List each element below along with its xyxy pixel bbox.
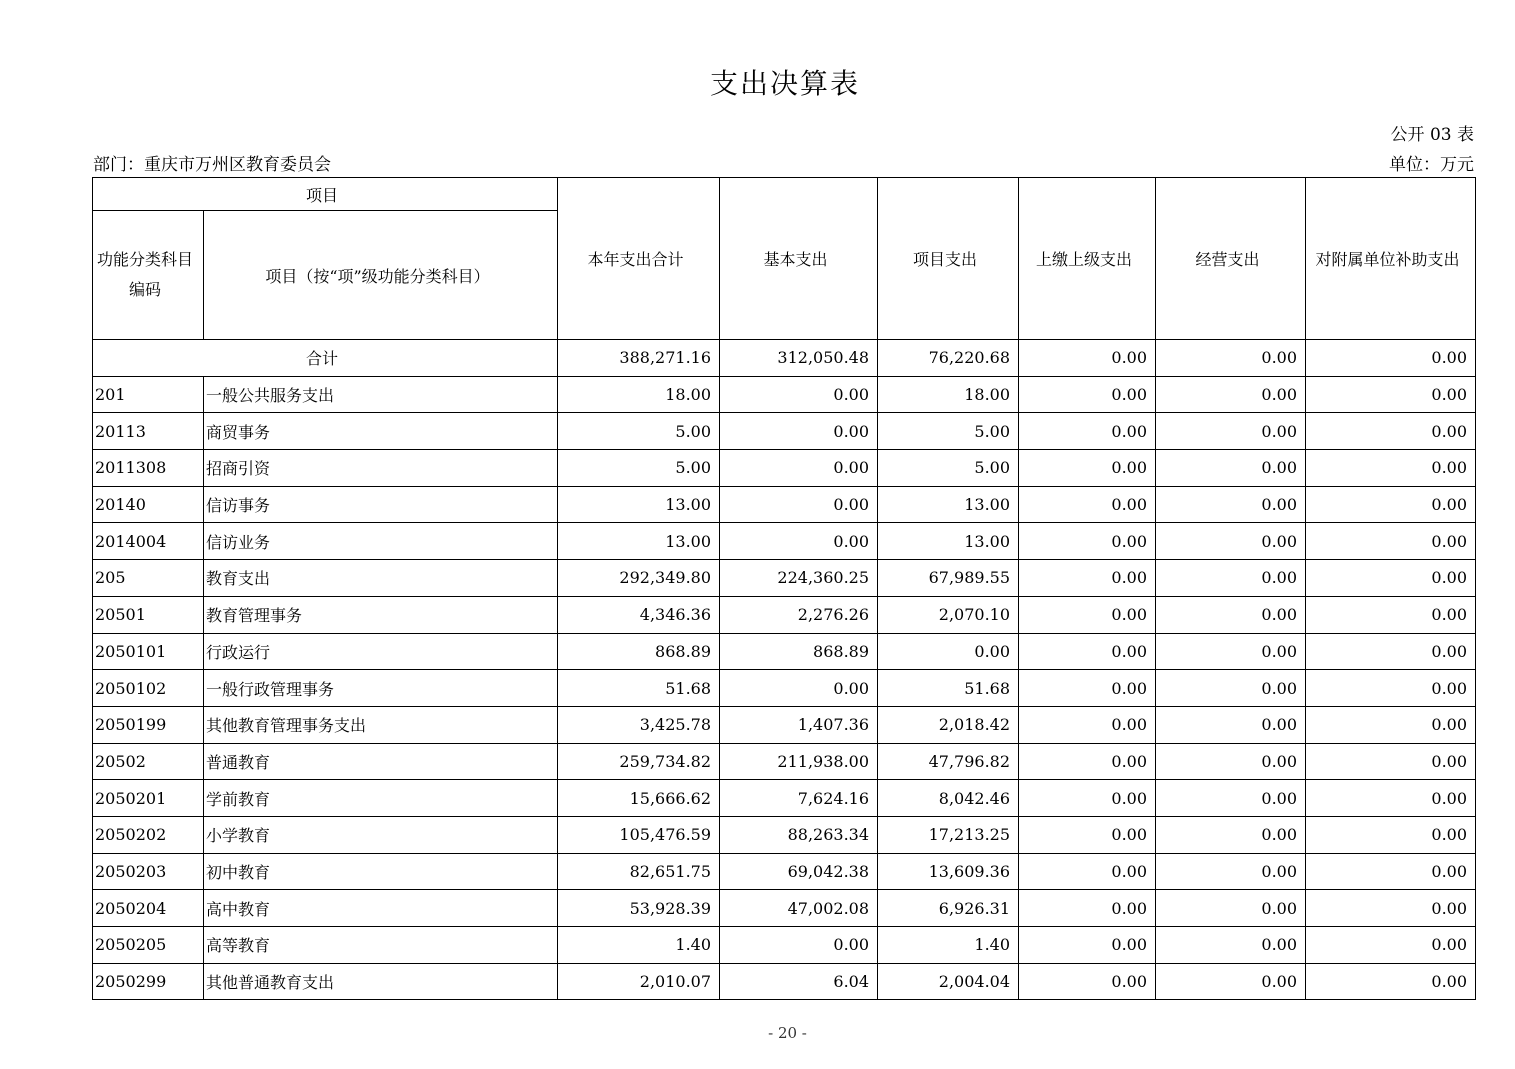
header-code: 功能分类科目编码: [93, 211, 204, 340]
cell-subsidy: 0.00: [1306, 523, 1476, 560]
cell-upper: 0.00: [1019, 560, 1156, 597]
cell-total: 15,666.62: [558, 780, 720, 817]
cell-total: 3,425.78: [558, 706, 720, 743]
cell-item: 1.40: [878, 927, 1019, 964]
unit-label: 单位：万元: [1389, 155, 1474, 175]
cell-business: 0.00: [1156, 413, 1306, 450]
cell-item: 51.68: [878, 670, 1019, 707]
total-row: [93, 340, 1476, 377]
cell-business: 0.00: [1156, 816, 1306, 853]
cell-upper: 0.00: [1019, 816, 1156, 853]
cell-code: 2050205: [93, 927, 204, 964]
cell-upper: 0.00: [1019, 450, 1156, 487]
cell-business: 0.00: [1156, 376, 1306, 413]
cell-business: 0.00: [1156, 560, 1306, 597]
cell-upper: 0.00: [1019, 706, 1156, 743]
header-project: 项目: [93, 178, 558, 211]
cell-total: 4,346.36: [558, 596, 720, 633]
cell-upper: 0.00: [1019, 633, 1156, 670]
cell-upper: 0.00: [1019, 596, 1156, 633]
cell-upper: 0.00: [1019, 780, 1156, 817]
cell-item: 67,989.55: [878, 560, 1019, 597]
table-row: [93, 927, 1476, 964]
table-row: [93, 853, 1476, 890]
header-name: 项目（按“项”级功能分类科目）: [204, 211, 558, 340]
table-row: [93, 523, 1476, 560]
total-label: 合计: [93, 340, 558, 377]
cell-basic: 0.00: [720, 927, 878, 964]
cell-item: 5.00: [878, 450, 1019, 487]
cell-subsidy: 0.00: [1306, 927, 1476, 964]
expenditure-table: [92, 177, 1476, 1000]
cell-subsidy: 0.00: [1306, 450, 1476, 487]
cell-name: 商贸事务: [204, 413, 558, 450]
cell-code: 20113: [93, 413, 204, 450]
cell-business: 0.00: [1156, 927, 1306, 964]
total-business-cell: 0.00: [1156, 340, 1306, 377]
cell-upper: 0.00: [1019, 963, 1156, 1000]
cell-upper: 0.00: [1019, 670, 1156, 707]
cell-item: 13.00: [878, 523, 1019, 560]
cell-upper: 0.00: [1019, 486, 1156, 523]
cell-item: 8,042.46: [878, 780, 1019, 817]
cell-business: 0.00: [1156, 670, 1306, 707]
cell-business: 0.00: [1156, 706, 1306, 743]
total-cell: 388,271.16: [558, 340, 720, 377]
table-row: [93, 450, 1476, 487]
cell-basic: 0.00: [720, 486, 878, 523]
cell-basic: 6.04: [720, 963, 878, 1000]
cell-total: 2,010.07: [558, 963, 720, 1000]
cell-name: 教育支出: [204, 560, 558, 597]
cell-code: 2014004: [93, 523, 204, 560]
cell-basic: 0.00: [720, 670, 878, 707]
cell-name: 信访业务: [204, 523, 558, 560]
cell-code: 2050204: [93, 890, 204, 927]
cell-item: 2,004.04: [878, 963, 1019, 1000]
cell-business: 0.00: [1156, 743, 1306, 780]
cell-subsidy: 0.00: [1306, 560, 1476, 597]
cell-code: 20502: [93, 743, 204, 780]
cell-subsidy: 0.00: [1306, 963, 1476, 1000]
cell-name: 普通教育: [204, 743, 558, 780]
table-row: [93, 486, 1476, 523]
cell-total: 53,928.39: [558, 890, 720, 927]
cell-name: 一般行政管理事务: [204, 670, 558, 707]
cell-code: 2050203: [93, 853, 204, 890]
cell-name: 其他普通教育支出: [204, 963, 558, 1000]
cell-basic: 0.00: [720, 450, 878, 487]
table-row: [93, 780, 1476, 817]
form-number: 公开 03 表: [1390, 125, 1474, 145]
cell-business: 0.00: [1156, 633, 1306, 670]
cell-total: 18.00: [558, 376, 720, 413]
cell-total: 5.00: [558, 450, 720, 487]
total-item-cell: 76,220.68: [878, 340, 1019, 377]
cell-total: 13.00: [558, 486, 720, 523]
cell-basic: 224,360.25: [720, 560, 878, 597]
cell-subsidy: 0.00: [1306, 486, 1476, 523]
cell-code: 20140: [93, 486, 204, 523]
cell-total: 5.00: [558, 413, 720, 450]
table-row: [93, 706, 1476, 743]
cell-business: 0.00: [1156, 780, 1306, 817]
cell-name: 一般公共服务支出: [204, 376, 558, 413]
table-row: [93, 963, 1476, 1000]
cell-upper: 0.00: [1019, 376, 1156, 413]
cell-code: 2050101: [93, 633, 204, 670]
cell-name: 其他教育管理事务支出: [204, 706, 558, 743]
cell-basic: 47,002.08: [720, 890, 878, 927]
cell-subsidy: 0.00: [1306, 853, 1476, 890]
cell-code: 205: [93, 560, 204, 597]
cell-basic: 7,624.16: [720, 780, 878, 817]
cell-business: 0.00: [1156, 853, 1306, 890]
cell-code: 2050201: [93, 780, 204, 817]
cell-basic: 211,938.00: [720, 743, 878, 780]
cell-item: 47,796.82: [878, 743, 1019, 780]
cell-subsidy: 0.00: [1306, 633, 1476, 670]
cell-name: 高中教育: [204, 890, 558, 927]
total-subsidy-cell: 0.00: [1306, 340, 1476, 377]
cell-subsidy: 0.00: [1306, 890, 1476, 927]
cell-subsidy: 0.00: [1306, 743, 1476, 780]
cell-code: 2011308: [93, 450, 204, 487]
cell-code: 2050299: [93, 963, 204, 1000]
cell-item: 0.00: [878, 633, 1019, 670]
cell-item: 5.00: [878, 413, 1019, 450]
cell-total: 1.40: [558, 927, 720, 964]
cell-basic: 0.00: [720, 523, 878, 560]
table-row: [93, 816, 1476, 853]
cell-name: 行政运行: [204, 633, 558, 670]
cell-name: 信访事务: [204, 486, 558, 523]
cell-upper: 0.00: [1019, 927, 1156, 964]
cell-basic: 88,263.34: [720, 816, 878, 853]
cell-upper: 0.00: [1019, 890, 1156, 927]
page-title: 支出决算表: [709, 67, 860, 100]
cell-code: 2050199: [93, 706, 204, 743]
cell-subsidy: 0.00: [1306, 706, 1476, 743]
cell-total: 868.89: [558, 633, 720, 670]
cell-code: 201: [93, 376, 204, 413]
header-subsidy: 对附属单位补助支出: [1306, 178, 1476, 340]
cell-total: 292,349.80: [558, 560, 720, 597]
cell-basic: 69,042.38: [720, 853, 878, 890]
header-business: 经营支出: [1156, 178, 1306, 340]
table-row: [93, 890, 1476, 927]
cell-upper: 0.00: [1019, 413, 1156, 450]
cell-code: 2050202: [93, 816, 204, 853]
cell-item: 13,609.36: [878, 853, 1019, 890]
cell-code: 2050102: [93, 670, 204, 707]
table-row: [93, 670, 1476, 707]
cell-subsidy: 0.00: [1306, 596, 1476, 633]
cell-business: 0.00: [1156, 523, 1306, 560]
cell-business: 0.00: [1156, 450, 1306, 487]
cell-basic: 1,407.36: [720, 706, 878, 743]
cell-item: 2,018.42: [878, 706, 1019, 743]
cell-name: 学前教育: [204, 780, 558, 817]
cell-business: 0.00: [1156, 963, 1306, 1000]
cell-business: 0.00: [1156, 890, 1306, 927]
cell-business: 0.00: [1156, 596, 1306, 633]
table-row: [93, 596, 1476, 633]
cell-item: 17,213.25: [878, 816, 1019, 853]
cell-basic: 868.89: [720, 633, 878, 670]
cell-subsidy: 0.00: [1306, 816, 1476, 853]
cell-basic: 0.00: [720, 376, 878, 413]
cell-name: 小学教育: [204, 816, 558, 853]
cell-upper: 0.00: [1019, 853, 1156, 890]
cell-total: 82,651.75: [558, 853, 720, 890]
cell-code: 20501: [93, 596, 204, 633]
cell-name: 高等教育: [204, 927, 558, 964]
page-number: - 20 -: [768, 1024, 807, 1042]
cell-upper: 0.00: [1019, 743, 1156, 780]
cell-basic: 2,276.26: [720, 596, 878, 633]
cell-item: 13.00: [878, 486, 1019, 523]
cell-item: 6,926.31: [878, 890, 1019, 927]
header-total: 本年支出合计: [558, 178, 720, 340]
total-basic-cell: 312,050.48: [720, 340, 878, 377]
cell-subsidy: 0.00: [1306, 670, 1476, 707]
cell-business: 0.00: [1156, 486, 1306, 523]
cell-total: 13.00: [558, 523, 720, 560]
cell-item: 18.00: [878, 376, 1019, 413]
table-row: [93, 743, 1476, 780]
cell-total: 259,734.82: [558, 743, 720, 780]
cell-upper: 0.00: [1019, 523, 1156, 560]
header-item: 项目支出: [878, 178, 1019, 340]
header-upper: 上缴上级支出: [1019, 178, 1156, 340]
cell-total: 51.68: [558, 670, 720, 707]
cell-subsidy: 0.00: [1306, 376, 1476, 413]
cell-basic: 0.00: [720, 413, 878, 450]
total-upper-cell: 0.00: [1019, 340, 1156, 377]
department-label: 部门：重庆市万州区教育委员会: [93, 155, 331, 175]
cell-total: 105,476.59: [558, 816, 720, 853]
cell-item: 2,070.10: [878, 596, 1019, 633]
header-basic: 基本支出: [720, 178, 878, 340]
cell-name: 初中教育: [204, 853, 558, 890]
cell-subsidy: 0.00: [1306, 413, 1476, 450]
cell-subsidy: 0.00: [1306, 780, 1476, 817]
table-row: [93, 633, 1476, 670]
cell-name: 招商引资: [204, 450, 558, 487]
table-row: [93, 413, 1476, 450]
table-row: [93, 560, 1476, 597]
cell-name: 教育管理事务: [204, 596, 558, 633]
table-row: [93, 376, 1476, 413]
